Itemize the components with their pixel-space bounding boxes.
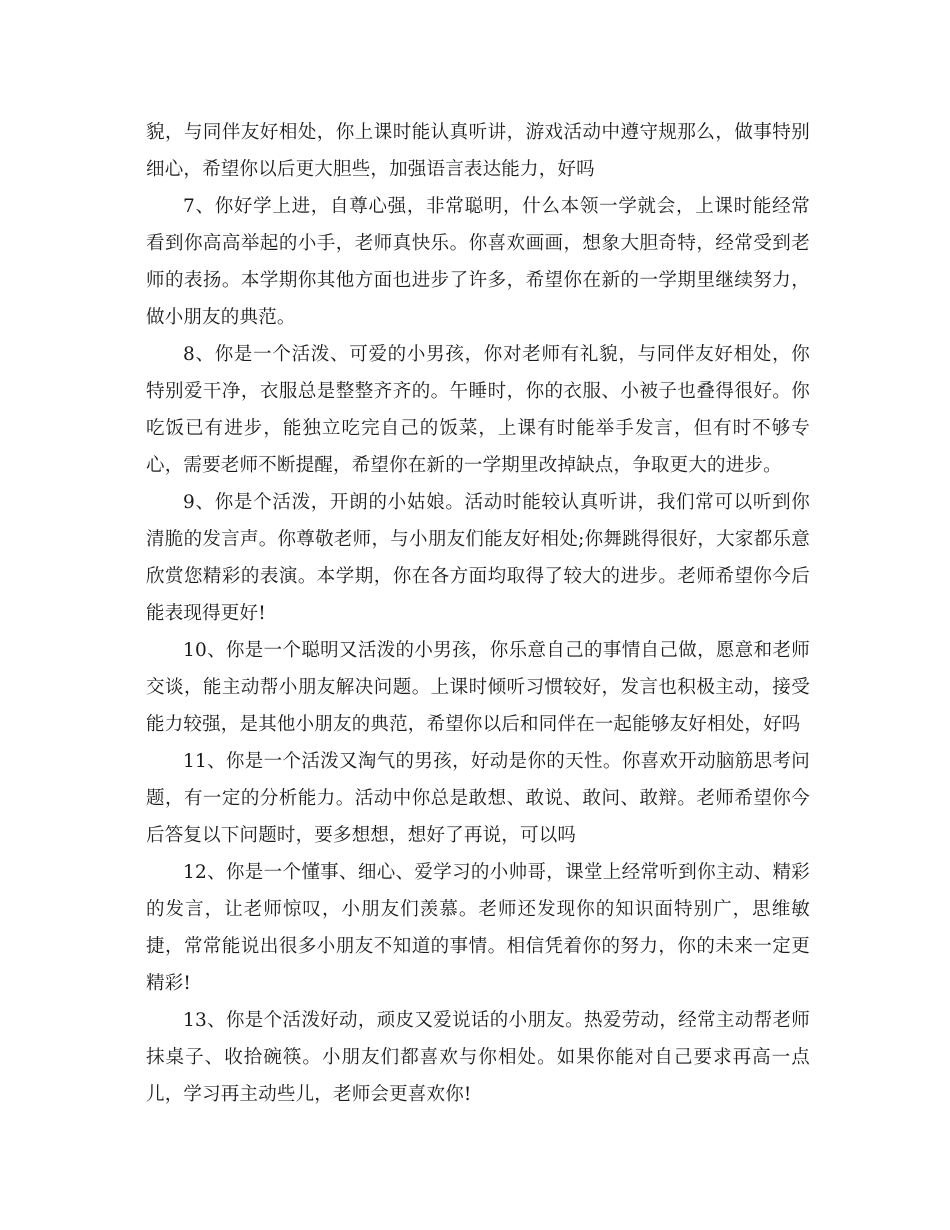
- paragraph-comment-8: 8、你是一个活泼、可爱的小男孩，你对老师有礼貌，与同伴友好相处，你特别爱干净，衣服总是整整齐齐的。午睡时，你的衣服、小被子也叠得很好。你吃饭已有进步，能独立吃完自己的饭菜，上课有时能举手发言，但有时不够专心，需要老师不断提醒，希望你在新的一学期里改掉缺点，争取更大的进步。: [146, 344, 810, 476]
- paragraph-comment-11: 11、你是一个活泼又淘气的男孩，好动是你的天性。你喜欢开动脑筋思考问题，有一定的分析能力。活动中你总是敢想、敢说、敢问、敢辩。老师希望你今后答复以下问题时，要多想想，想好了再说，可以吗: [146, 751, 810, 846]
- document-body: [146, 114, 810, 1113]
- paragraph-comment-10: 10、你是一个聪明又活泼的小男孩，你乐意自己的事情自己做，愿意和老师交谈，能主动帮小朋友解决问题。上课时倾听习惯较好，发言也积极主动，接受能力较强，是其他小朋友的典范，希望你以后和同伴在一起能够友好相处，好吗: [146, 640, 810, 735]
- paragraph-comment-13: 13、你是个活泼好动，顽皮又爱说话的小朋友。热爱劳动，经常主动帮老师抹桌子、收拾碗筷。小朋友们都喜欢与你相处。如果你能对自己要求再高一点儿，学习再主动些儿，老师会更喜欢你!: [146, 1010, 810, 1105]
- paragraph-comment-9: 9、你是个活泼，开朗的小姑娘。活动时能较认真听讲，我们常可以听到你清脆的发言声。你尊敬老师，与小朋友们能友好相处;你舞跳得很好，大家都乐意欣赏您精彩的表演。本学期，你在各方面均取得了较大的进步。老师希望你今后能表现得更好!: [146, 492, 810, 624]
- paragraph-comment-7: 7、你好学上进，自尊心强，非常聪明，什么本领一学就会，上课时能经常看到你高高举起的小手，老师真快乐。你喜欢画画，想象大胆奇特，经常受到老师的表扬。本学期你其他方面也进步了许多，希望你在新的一学期里继续努力，做小朋友的典范。: [146, 196, 810, 328]
- paragraph-continued: 貌，与同伴友好相处，你上课时能认真听讲，游戏活动中遵守规那么，做事特别细心，希望你以后更大胆些，加强语言表达能力，好吗: [146, 122, 810, 180]
- paragraph-comment-12: 12、你是一个懂事、细心、爱学习的小帅哥，课堂上经常听到你主动、精彩的发言，让老师惊叹，小朋友们羡慕。老师还发现你的知识面特别广，思维敏捷，常常能说出很多小朋友不知道的事情。相信凭着你的努力，你的未来一定更精彩!: [146, 862, 810, 994]
